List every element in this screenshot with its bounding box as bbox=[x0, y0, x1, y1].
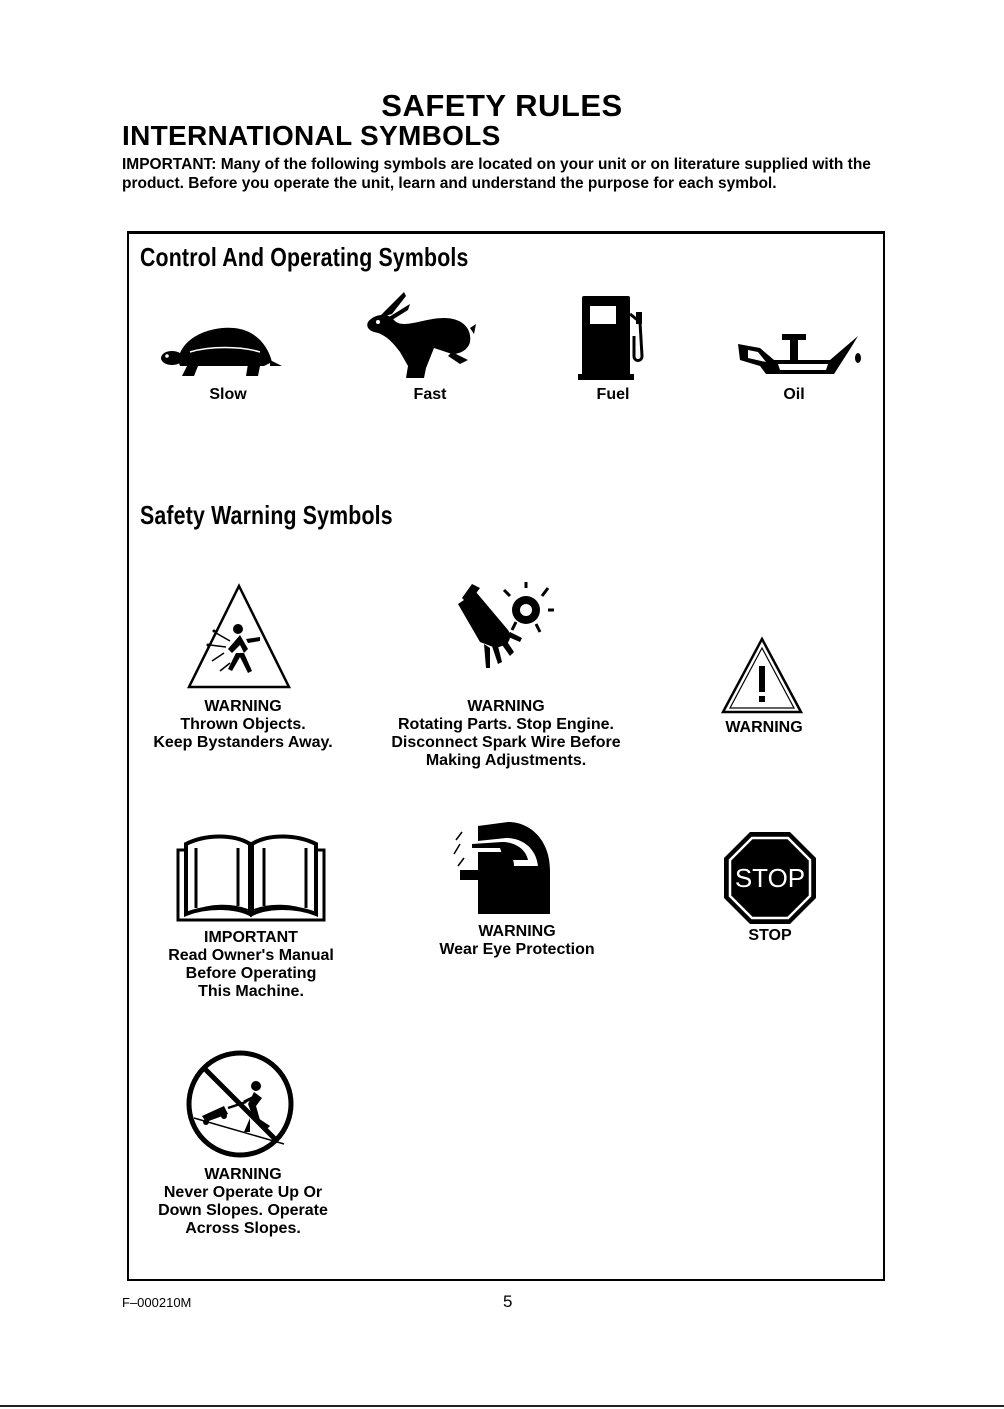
caption-line: IMPORTANT bbox=[204, 929, 298, 946]
safety-symbols-heading: Safety Warning Symbols bbox=[140, 500, 393, 530]
caption-line: Thrown Objects. bbox=[180, 716, 306, 733]
caption-line: Never Operate Up Or bbox=[163, 1184, 323, 1201]
fast-label: Fast bbox=[413, 386, 447, 403]
thrown-objects-warning-icon bbox=[186, 583, 292, 691]
caption-line: Rotating Parts. Stop Engine. bbox=[397, 716, 614, 733]
eye-protection-icon bbox=[452, 818, 556, 918]
caption-line: WARNING bbox=[467, 698, 545, 715]
control-symbols-heading: Control And Operating Symbols bbox=[140, 242, 469, 272]
fuel-label: Fuel bbox=[596, 386, 630, 403]
slow-label: Slow bbox=[209, 386, 247, 403]
caption-line: This Machine. bbox=[198, 983, 304, 1000]
caption-line: WARNING bbox=[478, 923, 556, 940]
eye-protection-caption bbox=[406, 923, 628, 959]
manual-book-icon bbox=[176, 830, 326, 922]
caption-line: Keep Bystanders Away. bbox=[153, 734, 333, 751]
caption-line: Wear Eye Protection bbox=[439, 941, 595, 958]
caption-line: Across Slopes. bbox=[185, 1220, 301, 1237]
document-code: F–000210M bbox=[122, 1295, 192, 1310]
stop-sign-text: STOP bbox=[734, 863, 806, 893]
caption-line: Making Adjustments. bbox=[425, 752, 587, 769]
thrown-objects-caption bbox=[133, 698, 353, 752]
caption-line: Down Slopes. Operate bbox=[158, 1202, 328, 1219]
fuel-pump-icon bbox=[576, 292, 652, 382]
manual-caption bbox=[141, 929, 361, 1001]
rabbit-icon bbox=[364, 288, 476, 380]
caption-line: WARNING bbox=[204, 1166, 282, 1183]
turtle-icon bbox=[160, 322, 282, 380]
intro-paragraph: IMPORTANT: Many of the following symbols are located on your unit or on literature supplied with the product. Before you operate the unit, learn and understand the purpose for each symbol. bbox=[122, 156, 871, 192]
caption-line: STOP bbox=[748, 927, 792, 944]
oil-can-icon bbox=[734, 326, 864, 382]
caption-line: WARNING bbox=[204, 698, 282, 715]
warning-triangle-icon bbox=[720, 636, 804, 716]
oil-label: Oil bbox=[783, 386, 805, 403]
page-title: SAFETY RULES bbox=[381, 88, 623, 123]
caption-line: WARNING bbox=[725, 719, 803, 736]
rotating-parts-icon bbox=[452, 578, 554, 682]
stop-sign-icon bbox=[722, 830, 818, 926]
scan-edge-line bbox=[0, 1405, 1004, 1407]
stop-caption bbox=[710, 927, 830, 945]
caption-line: Disconnect Spark Wire Before bbox=[391, 734, 621, 751]
rotating-parts-caption bbox=[366, 698, 646, 770]
no-slope-operation-icon bbox=[184, 1048, 296, 1160]
caption-line: Before Operating bbox=[185, 965, 317, 982]
warning-caption bbox=[704, 719, 824, 737]
caption-line: Read Owner's Manual bbox=[168, 947, 334, 964]
section-title: INTERNATIONAL SYMBOLS bbox=[122, 120, 501, 151]
slopes-caption bbox=[133, 1166, 353, 1238]
page-number: 5 bbox=[503, 1292, 513, 1311]
